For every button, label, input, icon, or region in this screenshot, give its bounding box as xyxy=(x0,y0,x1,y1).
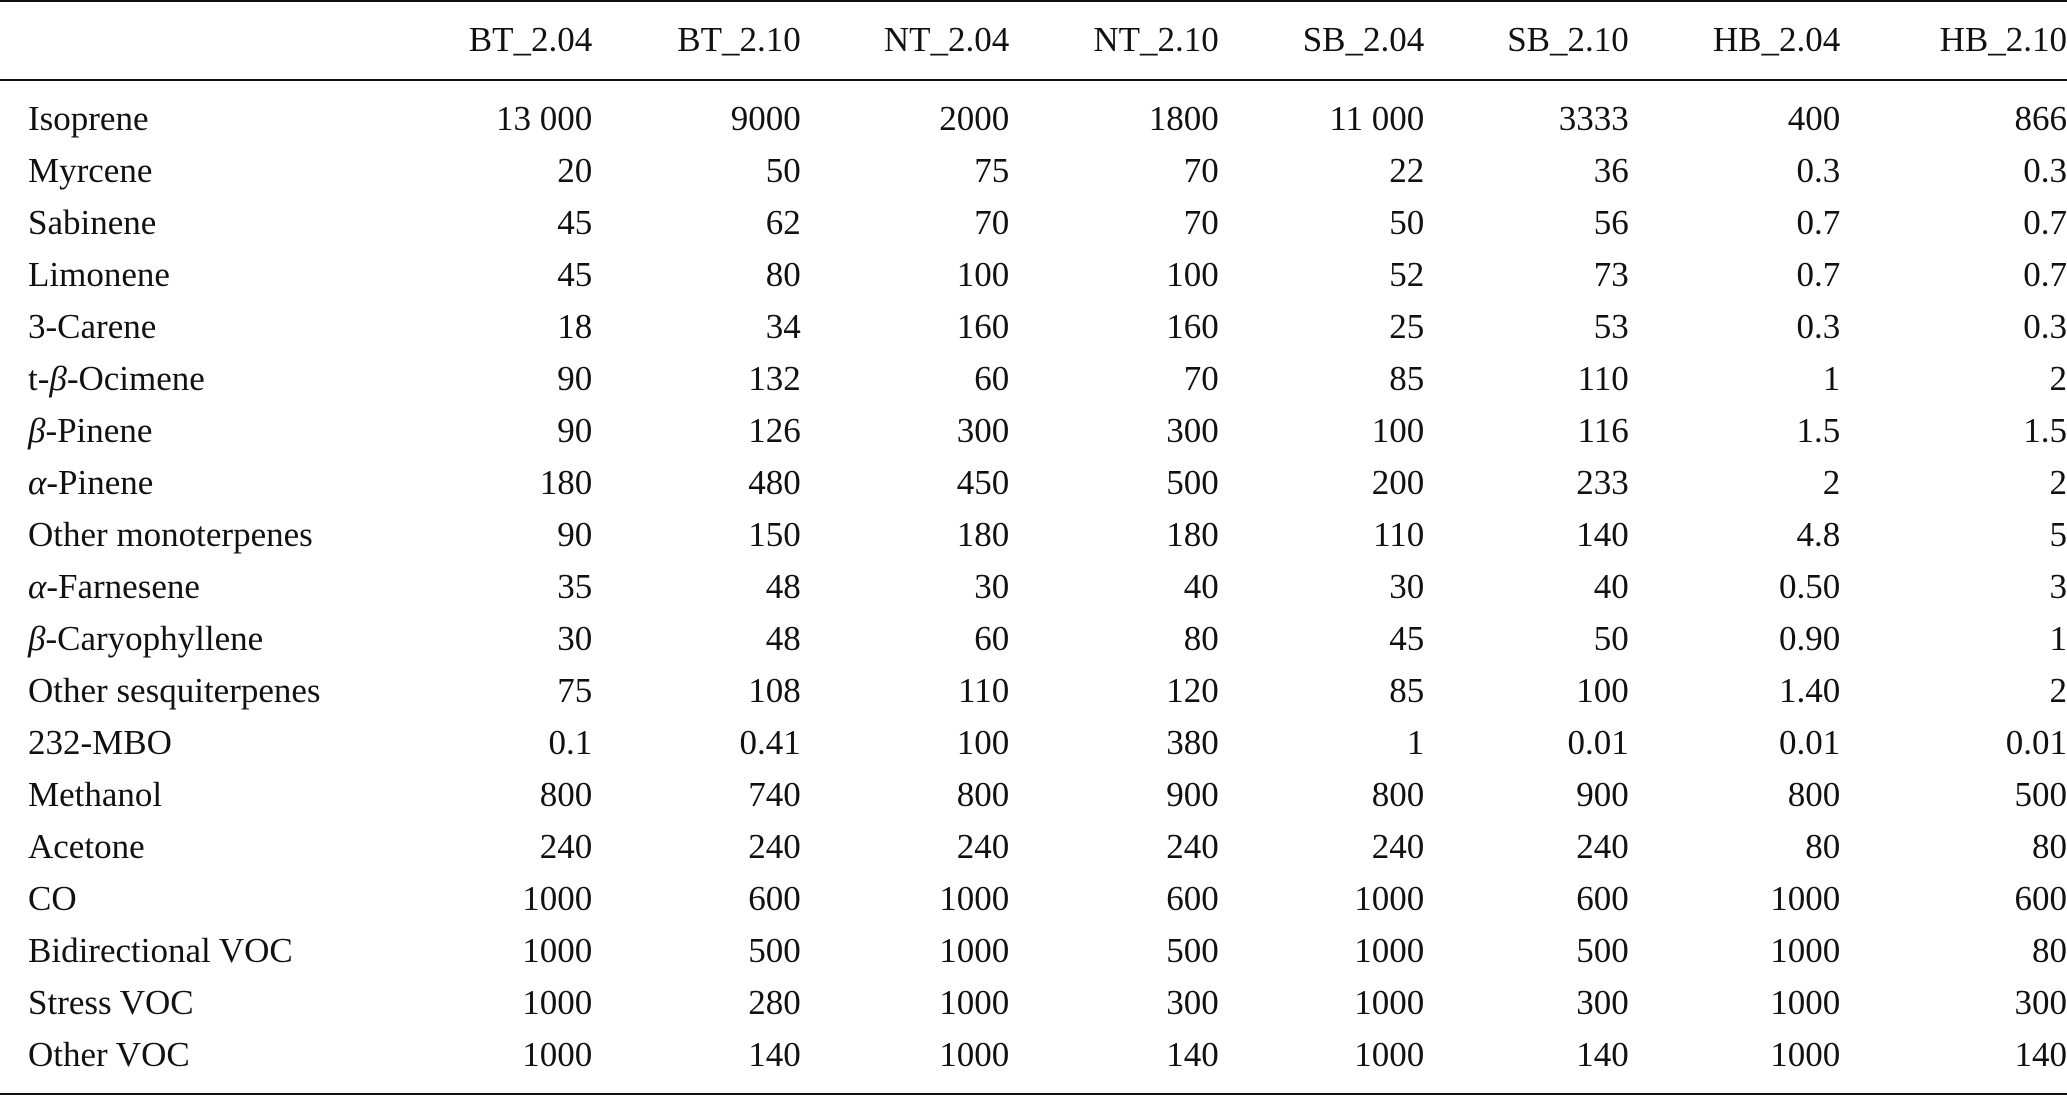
table-cell: 13 000 xyxy=(496,99,593,138)
table-cell: 1.5 xyxy=(2023,411,2067,450)
table-cell: 0.7 xyxy=(1796,203,1841,242)
table-cell: 40 xyxy=(1593,567,1629,606)
table-cell: 110 xyxy=(1373,515,1425,554)
row-label: Bidirectional VOC xyxy=(28,931,293,970)
column-header: SB_2.04 xyxy=(1302,20,1425,59)
table-cell: 70 xyxy=(1183,151,1219,190)
row-label: β-Pinene xyxy=(28,411,153,450)
table-cell: 18 xyxy=(557,307,593,346)
table-cell: 300 xyxy=(1576,983,1629,1022)
row-label: Methanol xyxy=(28,775,163,814)
table-cell: 600 xyxy=(1166,879,1219,918)
table-cell: 2 xyxy=(2049,359,2067,398)
table-row xyxy=(0,249,2067,301)
table-cell: 0.3 xyxy=(2023,151,2067,190)
row-label: α-Pinene xyxy=(28,463,154,502)
table-cell: 5 xyxy=(2049,515,2067,554)
table-cell: 500 xyxy=(1166,463,1219,502)
table-cell: 70 xyxy=(1183,359,1219,398)
table-cell: 240 xyxy=(539,827,593,866)
table-cell: 9000 xyxy=(730,99,801,138)
table-cell: 30 xyxy=(1389,567,1425,606)
column-header: HB_2.04 xyxy=(1712,20,1841,59)
table-row xyxy=(0,873,2067,925)
table-cell: 126 xyxy=(748,411,801,450)
table-cell: 60 xyxy=(974,359,1010,398)
table-cell: 100 xyxy=(956,723,1010,762)
table-cell: 1 xyxy=(2049,619,2067,658)
table-cell: 48 xyxy=(765,619,801,658)
table-cell: 3 xyxy=(2049,567,2067,606)
table-row xyxy=(0,145,2067,197)
table-cell: 240 xyxy=(748,827,801,866)
table-cell: 75 xyxy=(557,671,593,710)
table-row xyxy=(0,509,2067,561)
table-cell: 0.01 xyxy=(1567,723,1629,762)
row-label: α-Farnesene xyxy=(28,567,200,606)
table-cell: 34 xyxy=(765,307,801,346)
table-row xyxy=(0,925,2067,977)
table-cell: 240 xyxy=(956,827,1010,866)
table-cell: 30 xyxy=(557,619,593,658)
table-cell: 1000 xyxy=(1354,879,1425,918)
table-cell: 62 xyxy=(765,203,801,242)
table-cell: 600 xyxy=(2014,879,2067,918)
table-cell: 160 xyxy=(1166,307,1219,346)
row-label: β-Caryophyllene xyxy=(28,619,264,658)
table-cell: 1000 xyxy=(1770,1035,1841,1074)
table-cell: 240 xyxy=(1166,827,1219,866)
column-header: NT_2.04 xyxy=(883,20,1010,59)
table-cell: 233 xyxy=(1576,463,1629,502)
table-cell: 0.3 xyxy=(1796,151,1841,190)
table-row xyxy=(0,197,2067,249)
table-cell: 160 xyxy=(956,307,1010,346)
table-cell: 75 xyxy=(974,151,1010,190)
table-cell: 200 xyxy=(1371,463,1425,502)
table-cell: 1.40 xyxy=(1779,671,1841,710)
table-cell: 800 xyxy=(539,775,593,814)
table-cell: 50 xyxy=(1593,619,1629,658)
table-cell: 0.1 xyxy=(548,723,593,762)
table-cell: 800 xyxy=(1787,775,1841,814)
table-cell: 866 xyxy=(2014,99,2067,138)
table-cell: 140 xyxy=(748,1035,801,1074)
table-cell: 1000 xyxy=(1354,1035,1425,1074)
table-cell: 70 xyxy=(974,203,1010,242)
table-row xyxy=(0,353,2067,405)
table-row xyxy=(0,821,2067,873)
table-cell: 0.50 xyxy=(1779,567,1841,606)
row-label: Myrcene xyxy=(28,151,153,190)
table-row xyxy=(0,561,2067,613)
column-header: SB_2.10 xyxy=(1507,20,1629,59)
table-cell: 45 xyxy=(557,203,593,242)
column-header: BT_2.04 xyxy=(468,20,593,59)
table-cell: 500 xyxy=(1576,931,1629,970)
table-cell: 500 xyxy=(1166,931,1219,970)
row-label: Acetone xyxy=(28,827,145,866)
table-row xyxy=(0,769,2067,821)
table-cell: 900 xyxy=(1166,775,1219,814)
table-cell: 108 xyxy=(748,671,801,710)
table-cell: 80 xyxy=(2032,827,2067,866)
table-cell: 180 xyxy=(956,515,1010,554)
table-cell: 1000 xyxy=(522,931,593,970)
table-cell: 120 xyxy=(1166,671,1219,710)
column-header: BT_2.10 xyxy=(677,20,801,59)
header-row xyxy=(0,1,2067,79)
table-row xyxy=(0,717,2067,769)
row-label: Other sesquiterpenes xyxy=(28,671,321,710)
table-body xyxy=(0,79,2067,1081)
table-cell: 1000 xyxy=(1354,983,1425,1022)
table-cell: 2 xyxy=(2049,671,2067,710)
row-label: CO xyxy=(28,879,77,918)
table-cell: 280 xyxy=(748,983,801,1022)
table-cell: 140 xyxy=(1166,1035,1219,1074)
table-cell: 1 xyxy=(1406,723,1425,762)
table-cell: 48 xyxy=(765,567,801,606)
table-cell: 1000 xyxy=(939,983,1010,1022)
table-cell: 45 xyxy=(1389,619,1425,658)
table-cell: 80 xyxy=(1805,827,1841,866)
table-cell: 450 xyxy=(956,463,1010,502)
table-cell: 25 xyxy=(1389,307,1425,346)
row-label: 3-Carene xyxy=(28,307,157,346)
table-cell: 90 xyxy=(557,515,593,554)
table-cell: 1000 xyxy=(1770,983,1841,1022)
table-cell: 240 xyxy=(1576,827,1629,866)
row-label: Isoprene xyxy=(28,99,149,138)
table-cell: 50 xyxy=(765,151,801,190)
row-label: Limonene xyxy=(28,255,170,294)
row-label: Stress VOC xyxy=(28,983,194,1022)
table-cell: 85 xyxy=(1389,359,1425,398)
table-cell: 0.7 xyxy=(2023,255,2067,294)
table-cell: 73 xyxy=(1593,255,1629,294)
row-label: Sabinene xyxy=(28,203,157,242)
table-cell: 900 xyxy=(1576,775,1629,814)
table-cell: 0.7 xyxy=(2023,203,2067,242)
table-cell: 240 xyxy=(1371,827,1425,866)
table-cell: 1800 xyxy=(1148,99,1219,138)
table-cell: 0.3 xyxy=(1796,307,1841,346)
table-cell: 800 xyxy=(956,775,1010,814)
table-cell: 36 xyxy=(1593,151,1629,190)
table-cell: 0.01 xyxy=(1779,723,1841,762)
table-cell: 1000 xyxy=(1770,931,1841,970)
table-row xyxy=(0,301,2067,353)
table-cell: 180 xyxy=(539,463,593,502)
table-cell: 600 xyxy=(748,879,801,918)
table-cell: 150 xyxy=(748,515,801,554)
column-header: NT_2.10 xyxy=(1093,20,1219,59)
table-cell: 400 xyxy=(1787,99,1841,138)
table-cell: 116 xyxy=(1577,411,1629,450)
table-cell: 53 xyxy=(1593,307,1629,346)
table-cell: 2 xyxy=(2049,463,2067,502)
table-cell: 3333 xyxy=(1558,99,1629,138)
table-cell: 52 xyxy=(1389,255,1425,294)
row-label: t-β-Ocimene xyxy=(28,359,205,398)
table-cell: 140 xyxy=(1576,1035,1629,1074)
table-cell: 500 xyxy=(748,931,801,970)
row-label: Other monoterpenes xyxy=(28,515,313,554)
table-cell: 800 xyxy=(1371,775,1425,814)
table-cell: 90 xyxy=(557,411,593,450)
table-cell: 1000 xyxy=(1770,879,1841,918)
table-cell: 1000 xyxy=(522,879,593,918)
table-row xyxy=(0,613,2067,665)
table-row xyxy=(0,1029,2067,1081)
table-row xyxy=(0,665,2067,717)
table-cell: 40 xyxy=(1183,567,1219,606)
column-header: HB_2.10 xyxy=(1939,20,2067,59)
table-cell: 500 xyxy=(2014,775,2067,814)
table-cell: 22 xyxy=(1389,151,1425,190)
table-cell: 300 xyxy=(1166,983,1219,1022)
table-row xyxy=(0,457,2067,509)
table-cell: 1000 xyxy=(939,931,1010,970)
table-cell: 1000 xyxy=(939,1035,1010,1074)
table-cell: 20 xyxy=(557,151,593,190)
table-cell: 0.3 xyxy=(2023,307,2067,346)
table-cell: 300 xyxy=(1166,411,1219,450)
table-cell: 45 xyxy=(557,255,593,294)
table-cell: 100 xyxy=(1166,255,1219,294)
table-cell: 0.7 xyxy=(1796,255,1841,294)
table-cell: 1000 xyxy=(522,1035,593,1074)
table-cell: 300 xyxy=(2014,983,2067,1022)
table-row xyxy=(0,977,2067,1029)
table-cell: 100 xyxy=(956,255,1010,294)
table-cell: 110 xyxy=(1577,359,1629,398)
table-cell: 1.5 xyxy=(1796,411,1841,450)
table-row xyxy=(0,93,2067,145)
table-cell: 11 000 xyxy=(1329,99,1425,138)
table-cell: 132 xyxy=(748,359,801,398)
table-cell: 380 xyxy=(1166,723,1219,762)
data-table xyxy=(0,1,2067,1081)
table-cell: 1000 xyxy=(522,983,593,1022)
table-cell: 480 xyxy=(748,463,801,502)
table-cell: 30 xyxy=(974,567,1010,606)
table-cell: 300 xyxy=(956,411,1010,450)
table-cell: 0.01 xyxy=(2005,723,2067,762)
table-cell: 50 xyxy=(1389,203,1425,242)
table-cell: 740 xyxy=(748,775,801,814)
table-cell: 100 xyxy=(1576,671,1629,710)
table-cell: 80 xyxy=(765,255,801,294)
table-cell: 80 xyxy=(2032,931,2067,970)
table-cell: 1000 xyxy=(939,879,1010,918)
row-label: 232-MBO xyxy=(28,723,172,762)
table-cell: 180 xyxy=(1166,515,1219,554)
table-cell: 56 xyxy=(1593,203,1629,242)
table-cell: 140 xyxy=(2014,1035,2067,1074)
table-cell: 70 xyxy=(1183,203,1219,242)
table-cell: 140 xyxy=(1576,515,1629,554)
table-cell: 90 xyxy=(557,359,593,398)
row-label: Other VOC xyxy=(28,1035,190,1074)
table-cell: 80 xyxy=(1183,619,1219,658)
table-cell: 2000 xyxy=(939,99,1010,138)
table-cell: 85 xyxy=(1389,671,1425,710)
table-cell: 100 xyxy=(1371,411,1425,450)
table-cell: 4.8 xyxy=(1796,515,1841,554)
column-header-stub xyxy=(0,1,393,79)
table-cell: 110 xyxy=(958,671,1010,710)
table-cell: 1000 xyxy=(1354,931,1425,970)
table-cell: 35 xyxy=(557,567,593,606)
table-cell: 0.90 xyxy=(1779,619,1841,658)
table-cell: 2 xyxy=(1822,463,1841,502)
table-cell: 600 xyxy=(1576,879,1629,918)
table-cell: 0.41 xyxy=(739,723,801,762)
table-row xyxy=(0,405,2067,457)
table-cell: 1 xyxy=(1822,359,1841,398)
table-cell: 60 xyxy=(974,619,1010,658)
